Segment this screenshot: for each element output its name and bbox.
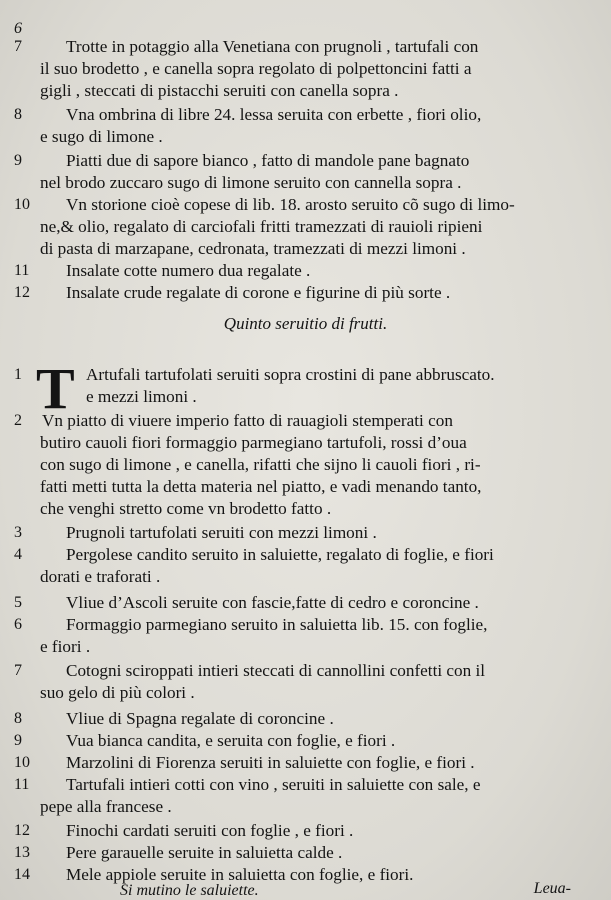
item-text: e fiori .	[40, 637, 91, 656]
item-number: 10	[14, 196, 30, 213]
item-text: Cotogni sciroppati intieri steccati di cannollini confetti con il	[66, 661, 486, 680]
item-text: Vua bianca candita, e seruita con foglie, e fiori .	[66, 731, 396, 750]
item-number: 6	[14, 616, 22, 633]
item-number: 12	[14, 822, 30, 839]
item-text: Finochi cardati seruiti con foglie , e fiori .	[66, 821, 354, 840]
item-number: 7	[14, 38, 22, 55]
page-number: 6	[14, 20, 22, 37]
section-title: Quinto seruitio di frutti.	[223, 314, 388, 333]
item-text: con sugo di limone , e canella, rifatti che sijno li cauoli fiori , ri-	[40, 455, 481, 474]
item-text: fatti metti tutta la detta materia nel piatto, e vadi menando tanto,	[40, 477, 482, 496]
item-text: Formaggio parmegiano seruito in saluietta lib. 15. con foglie,	[66, 615, 488, 634]
item-text: Artufali tartufolati seruiti sopra crostini di pane abbruscato.	[86, 365, 495, 384]
item-text: Pergolese candito seruito in saluiette, regalato di foglie, e fiori	[66, 545, 494, 564]
item-text: suo gelo di più colori .	[40, 683, 195, 702]
item-number: 10	[14, 754, 30, 771]
item-number: 11	[14, 776, 30, 793]
item-number: 8	[14, 710, 22, 727]
item-number: 12	[14, 284, 30, 301]
catchword: Leua-	[533, 880, 571, 897]
item-text: e sugo di limone .	[40, 127, 163, 146]
item-text: pepe alla francese .	[40, 797, 172, 816]
item-text: Trotte in potaggio alla Venetiana con prugnoli , tartufali con	[66, 37, 479, 56]
item-text: Prugnoli tartufolati seruiti con mezzi limoni .	[66, 523, 377, 542]
item-text: Insalate crude regalate di corone e figurine di più sorte .	[66, 283, 451, 302]
item-text: nel brodo zuccaro sugo di limone seruito con cannella sopra .	[40, 173, 462, 192]
item-text: di pasta di marzapane, cedronata, tramezzati di mezzi limoni .	[40, 239, 466, 258]
item-number: 2	[14, 412, 22, 429]
item-text: Vn storione cioè copese di lib. 18. arosto seruito cõ sugo di limo-	[66, 195, 515, 214]
item-text: Vliue di Spagna regalate di coroncine .	[66, 709, 334, 728]
item-number: 5	[14, 594, 22, 611]
drop-cap: T	[36, 356, 75, 421]
item-text: Insalate cotte numero dua regalate .	[66, 261, 311, 280]
item-text: ne,& olio, regalato di carciofali fritti tramezzati di rauioli ripieni	[40, 217, 483, 236]
item-text: che venghi stretto come vn brodetto fatto .	[40, 499, 332, 518]
item-text: dorati e traforati .	[40, 567, 161, 586]
item-number: 3	[14, 524, 22, 541]
item-number: 13	[14, 844, 30, 861]
item-text: Pere garauelle seruite in saluietta calde .	[66, 843, 343, 862]
item-text: Vn piatto di viuere imperio fatto di rauagioli stemperati con	[42, 411, 453, 430]
item-text: Vna ombrina di libre 24. lessa seruita con erbette , fiori olio,	[66, 105, 482, 124]
item-number: 7	[14, 662, 22, 679]
item-text: Vliue d’Ascoli seruite con fascie,fatte di cedro e coroncine .	[66, 593, 479, 612]
item-text: butiro cauoli fiori formaggio parmegiano tartufoli, rossi d’oua	[40, 433, 467, 452]
item-number: 9	[14, 732, 22, 749]
item-text: il suo brodetto , e canella sopra regolato di polpettoncini fatti a	[40, 59, 472, 78]
closing-line: Si mutino le saluiette.	[120, 882, 259, 899]
item-number: 14	[14, 866, 30, 883]
item-number: 9	[14, 152, 22, 169]
item-text: Mele appiole seruite in saluietta con foglie, e fiori.	[66, 865, 414, 884]
item-number: 11	[14, 262, 30, 279]
item-text: Piatti due di sapore bianco , fatto di mandole pane bagnato	[66, 151, 470, 170]
item-text: Tartufali intieri cotti con vino , seruiti in saluiette con sale, e	[66, 775, 481, 794]
item-number: 4	[14, 546, 22, 563]
item-text: e mezzi limoni .	[86, 387, 197, 406]
item-number: 8	[14, 106, 22, 123]
item-number: 1	[14, 366, 22, 383]
item-text: Marzolini di Fiorenza seruiti in saluiette con foglie, e fiori .	[66, 753, 475, 772]
item-text: gigli , steccati di pistacchi seruiti con canella sopra .	[40, 81, 399, 100]
